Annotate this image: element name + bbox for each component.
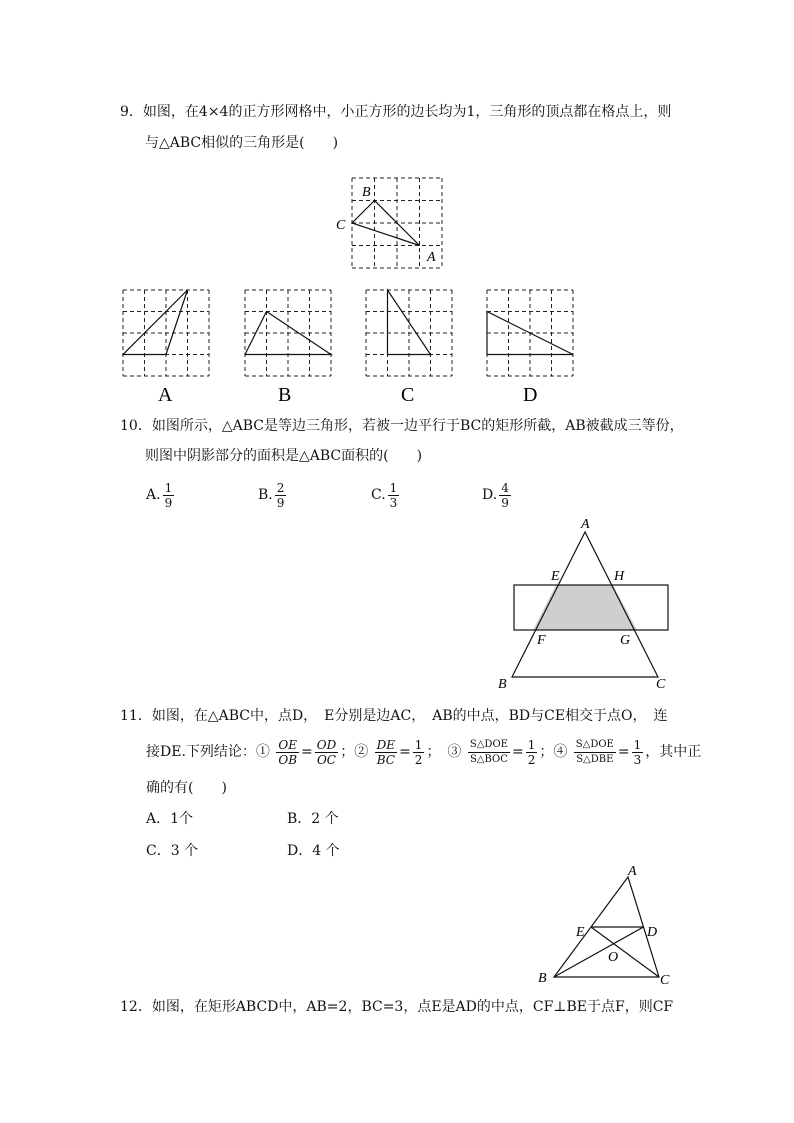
q12-text-line1: 12．如图，在矩形ABCD中，AB=2，BC=3，点E是AD的中点，CF⊥BE于点F，则CF	[120, 999, 674, 1015]
q10-label-h: H	[614, 569, 625, 584]
q10-option-d: D. $\frac{4}{9}$	[482, 480, 509, 510]
q9-option-c-label: C	[401, 384, 415, 406]
q11-segment-bd	[554, 927, 644, 977]
q9-option-a-triangle	[123, 290, 188, 355]
q10-label-a: A	[581, 517, 590, 532]
q11-text-line3: 确的有( )	[146, 780, 227, 796]
q10-figure	[490, 512, 680, 692]
q11-figure	[532, 862, 682, 990]
q9-main-figure	[330, 170, 460, 275]
q10-option-a: A. $\frac{1}{9}$	[146, 480, 173, 510]
q9-text-line1: 9．如图，在4×4的正方形网格中，小正方形的边长均为1，三角形的顶点都在格点上，则	[120, 104, 672, 120]
q9-label-a: A	[427, 250, 436, 265]
q10-shaded-region	[533, 585, 637, 630]
q11-option-b: B．2 个	[287, 811, 339, 827]
q10-text-line1: 10．如图所示，△ABC是等边三角形，若被一边平行于BC的矩形所截，AB被截成三等份，	[120, 418, 684, 434]
q11-option-a: A．1个	[146, 811, 194, 827]
q9-option-d-grid	[487, 290, 573, 376]
q10-label-c: C	[656, 677, 666, 692]
q9-option-d-label: D	[523, 384, 538, 406]
q10-label-b: B	[498, 677, 507, 692]
q10-label-e: E	[551, 569, 560, 584]
q9-options-figure	[118, 287, 588, 407]
q10-option-c: C. $\frac{1}{3}$	[371, 480, 398, 510]
q11-text-line2: 接DE.下列结论：① $\frac{OE}{OB}$ = $\frac{OD}{OC}$ ；② $\frac{DE}{BC}$ = $\frac{1}{2}$ ； ③ $\frac{\text{S△DOE}}{\text{S△BOC}}$ = $\frac{1}{2}$ ；④ $\frac{\text{S△DOE}}{\text{S△DBE}}$ = $\frac{1}{3}$ ，其中正	[146, 737, 702, 767]
q10-label-f: F	[537, 633, 546, 648]
q10-label-g: G	[620, 633, 631, 648]
q11-label-b: B	[538, 971, 547, 986]
q11-label-e: E	[576, 925, 585, 940]
q9-text-line2: 与△ABC相似的三角形是( )	[145, 135, 339, 151]
q10-text-line2: 则图中阴影部分的面积是△ABC面积的( )	[145, 448, 423, 464]
q9-label-c: C	[336, 218, 346, 233]
q11-label-c: C	[660, 973, 670, 988]
q10-option-b: B. $\frac{2}{9}$	[258, 480, 285, 510]
q9-option-b-label: B	[278, 384, 292, 406]
q9-option-a-label: A	[158, 384, 173, 406]
q11-label-o: O	[608, 950, 619, 965]
q11-text-line1: 11．如图，在△ABC中，点D， E分别是边AC， AB的中点，BD与CE相交于点O， 连	[120, 708, 668, 724]
q9-option-b-grid	[245, 290, 331, 376]
q11-option-c: C．3 个	[146, 843, 199, 859]
q11-label-d: D	[647, 925, 658, 940]
q9-option-a-grid	[123, 290, 209, 376]
q11-label-a: A	[628, 864, 637, 879]
q9-option-c-grid	[366, 290, 452, 376]
q11-option-d: D．4 个	[287, 843, 340, 859]
q9-label-b: B	[362, 185, 371, 200]
